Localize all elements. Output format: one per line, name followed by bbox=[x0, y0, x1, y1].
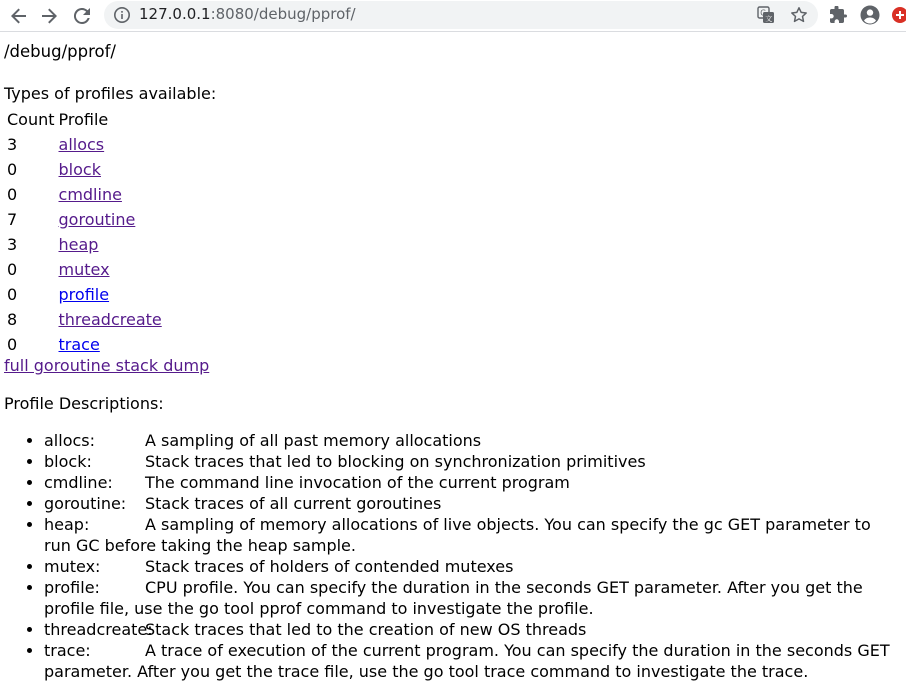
description-text: A trace of execution of the current program. You can specify the duration in the seconds GET parameter. After you get the trace file, use the go tool trace command to investigate the trace. bbox=[44, 641, 890, 681]
description-name: mutex: bbox=[44, 557, 101, 576]
descriptions-list bbox=[4, 430, 900, 682]
back-arrow-icon bbox=[11, 8, 27, 24]
profile-link-heap[interactable]: heap bbox=[58, 235, 99, 254]
profile-link-mutex[interactable]: mutex bbox=[58, 260, 110, 279]
page-title: /debug/pprof/ bbox=[4, 42, 116, 61]
description-text: Stack traces of holders of contended mutexes bbox=[145, 557, 514, 576]
count-header: Count bbox=[7, 110, 55, 129]
description-text: The command line invocation of the current program bbox=[145, 473, 570, 492]
url-path: :8080/debug/pprof/ bbox=[210, 5, 356, 23]
forward-arrow-icon bbox=[41, 8, 57, 24]
profile-cell bbox=[58, 333, 163, 356]
description-text: A sampling of all past memory allocations bbox=[145, 431, 482, 450]
star-icon bbox=[790, 6, 808, 24]
profile-link-block[interactable]: block bbox=[58, 160, 101, 179]
profile-cell bbox=[58, 133, 163, 156]
url-text[interactable] bbox=[139, 5, 356, 24]
full-goroutine-dump-link[interactable]: full goroutine stack dump bbox=[4, 356, 210, 375]
table-row bbox=[6, 258, 163, 281]
extension-button[interactable] bbox=[889, 4, 906, 26]
svg-text:G: G bbox=[760, 8, 767, 18]
profile-count: 7 bbox=[7, 210, 18, 229]
table-row bbox=[6, 133, 163, 156]
profile-cell bbox=[58, 208, 163, 231]
profile-count: 8 bbox=[7, 310, 18, 329]
reload-button[interactable] bbox=[69, 3, 95, 29]
profile-cell bbox=[58, 183, 163, 206]
table-row bbox=[6, 333, 163, 356]
table-row bbox=[6, 183, 163, 206]
table-row bbox=[6, 158, 163, 181]
address-bar[interactable] bbox=[104, 1, 818, 29]
description-text: Stack traces that led to the creation of new OS threads bbox=[145, 620, 587, 639]
profile-cell bbox=[58, 233, 163, 256]
table-row bbox=[6, 308, 163, 331]
profile-cell bbox=[58, 158, 163, 181]
profile-cell bbox=[58, 308, 163, 331]
profile-count: 0 bbox=[7, 260, 18, 279]
profiles-table bbox=[4, 106, 165, 358]
list-item bbox=[44, 451, 900, 472]
profile-link-trace[interactable]: trace bbox=[58, 335, 100, 354]
description-name: trace: bbox=[44, 641, 91, 660]
description-name: threadcreate: bbox=[44, 620, 153, 639]
description-name: heap: bbox=[44, 515, 90, 534]
table-row bbox=[6, 208, 163, 231]
profile-link-goroutine[interactable]: goroutine bbox=[58, 210, 136, 229]
profile-count: 0 bbox=[7, 335, 18, 354]
svg-text:文: 文 bbox=[765, 15, 773, 23]
descriptions-label: Profile Descriptions: bbox=[4, 394, 164, 413]
reload-icon bbox=[74, 8, 90, 24]
bookmark-button[interactable] bbox=[790, 6, 808, 24]
profile-link-allocs[interactable]: allocs bbox=[58, 135, 105, 154]
list-item bbox=[44, 493, 900, 514]
list-item bbox=[44, 430, 900, 451]
profile-count: 0 bbox=[7, 160, 18, 179]
profile-count: 0 bbox=[7, 285, 18, 304]
description-text: Stack traces that led to blocking on synchronization primitives bbox=[145, 452, 646, 471]
profile-button[interactable] bbox=[859, 4, 881, 26]
description-text: A sampling of memory allocations of live objects. You can specify the gc GET parameter to run GC before taking the heap sample. bbox=[44, 515, 871, 555]
extensions-button[interactable] bbox=[828, 4, 850, 26]
description-name: allocs: bbox=[44, 431, 96, 450]
description-name: goroutine: bbox=[44, 494, 127, 513]
profile-count: 3 bbox=[7, 135, 18, 154]
profile-count: 3 bbox=[7, 235, 18, 254]
profile-link-cmdline[interactable]: cmdline bbox=[58, 185, 122, 204]
description-text: Stack traces of all current goroutines bbox=[145, 494, 442, 513]
table-header-row bbox=[6, 108, 163, 131]
back-button[interactable] bbox=[6, 3, 32, 29]
list-item bbox=[44, 472, 900, 493]
profile-link-threadcreate[interactable]: threadcreate bbox=[58, 310, 162, 329]
red-badge-icon bbox=[890, 5, 906, 25]
description-name: block: bbox=[44, 452, 92, 471]
puzzle-icon bbox=[830, 6, 848, 24]
browser-toolbar bbox=[0, 0, 906, 32]
profile-count: 0 bbox=[7, 185, 18, 204]
list-item bbox=[44, 619, 900, 640]
account-icon bbox=[860, 5, 880, 25]
full-dump-container bbox=[4, 356, 209, 375]
list-item bbox=[44, 556, 900, 577]
forward-button[interactable] bbox=[36, 3, 62, 29]
table-row bbox=[6, 233, 163, 256]
translate-icon bbox=[757, 6, 775, 24]
profile-link-profile[interactable]: profile bbox=[58, 285, 110, 304]
table-row bbox=[6, 283, 163, 306]
description-name: cmdline: bbox=[44, 473, 113, 492]
profile-header: Profile bbox=[58, 110, 109, 129]
profile-cell bbox=[58, 283, 163, 306]
list-item bbox=[44, 514, 900, 556]
profile-cell bbox=[58, 258, 163, 281]
info-icon[interactable] bbox=[113, 6, 131, 24]
types-label: Types of profiles available: bbox=[4, 84, 217, 103]
url-host: 127.0.0.1 bbox=[139, 5, 211, 23]
description-text: CPU profile. You can specify the duration in the seconds GET parameter. After you get the profile file, use the go tool pprof command to investigate the profile. bbox=[44, 578, 863, 618]
description-name: profile: bbox=[44, 578, 100, 597]
translate-button[interactable] bbox=[757, 6, 775, 24]
list-item bbox=[44, 640, 900, 682]
list-item bbox=[44, 577, 900, 619]
